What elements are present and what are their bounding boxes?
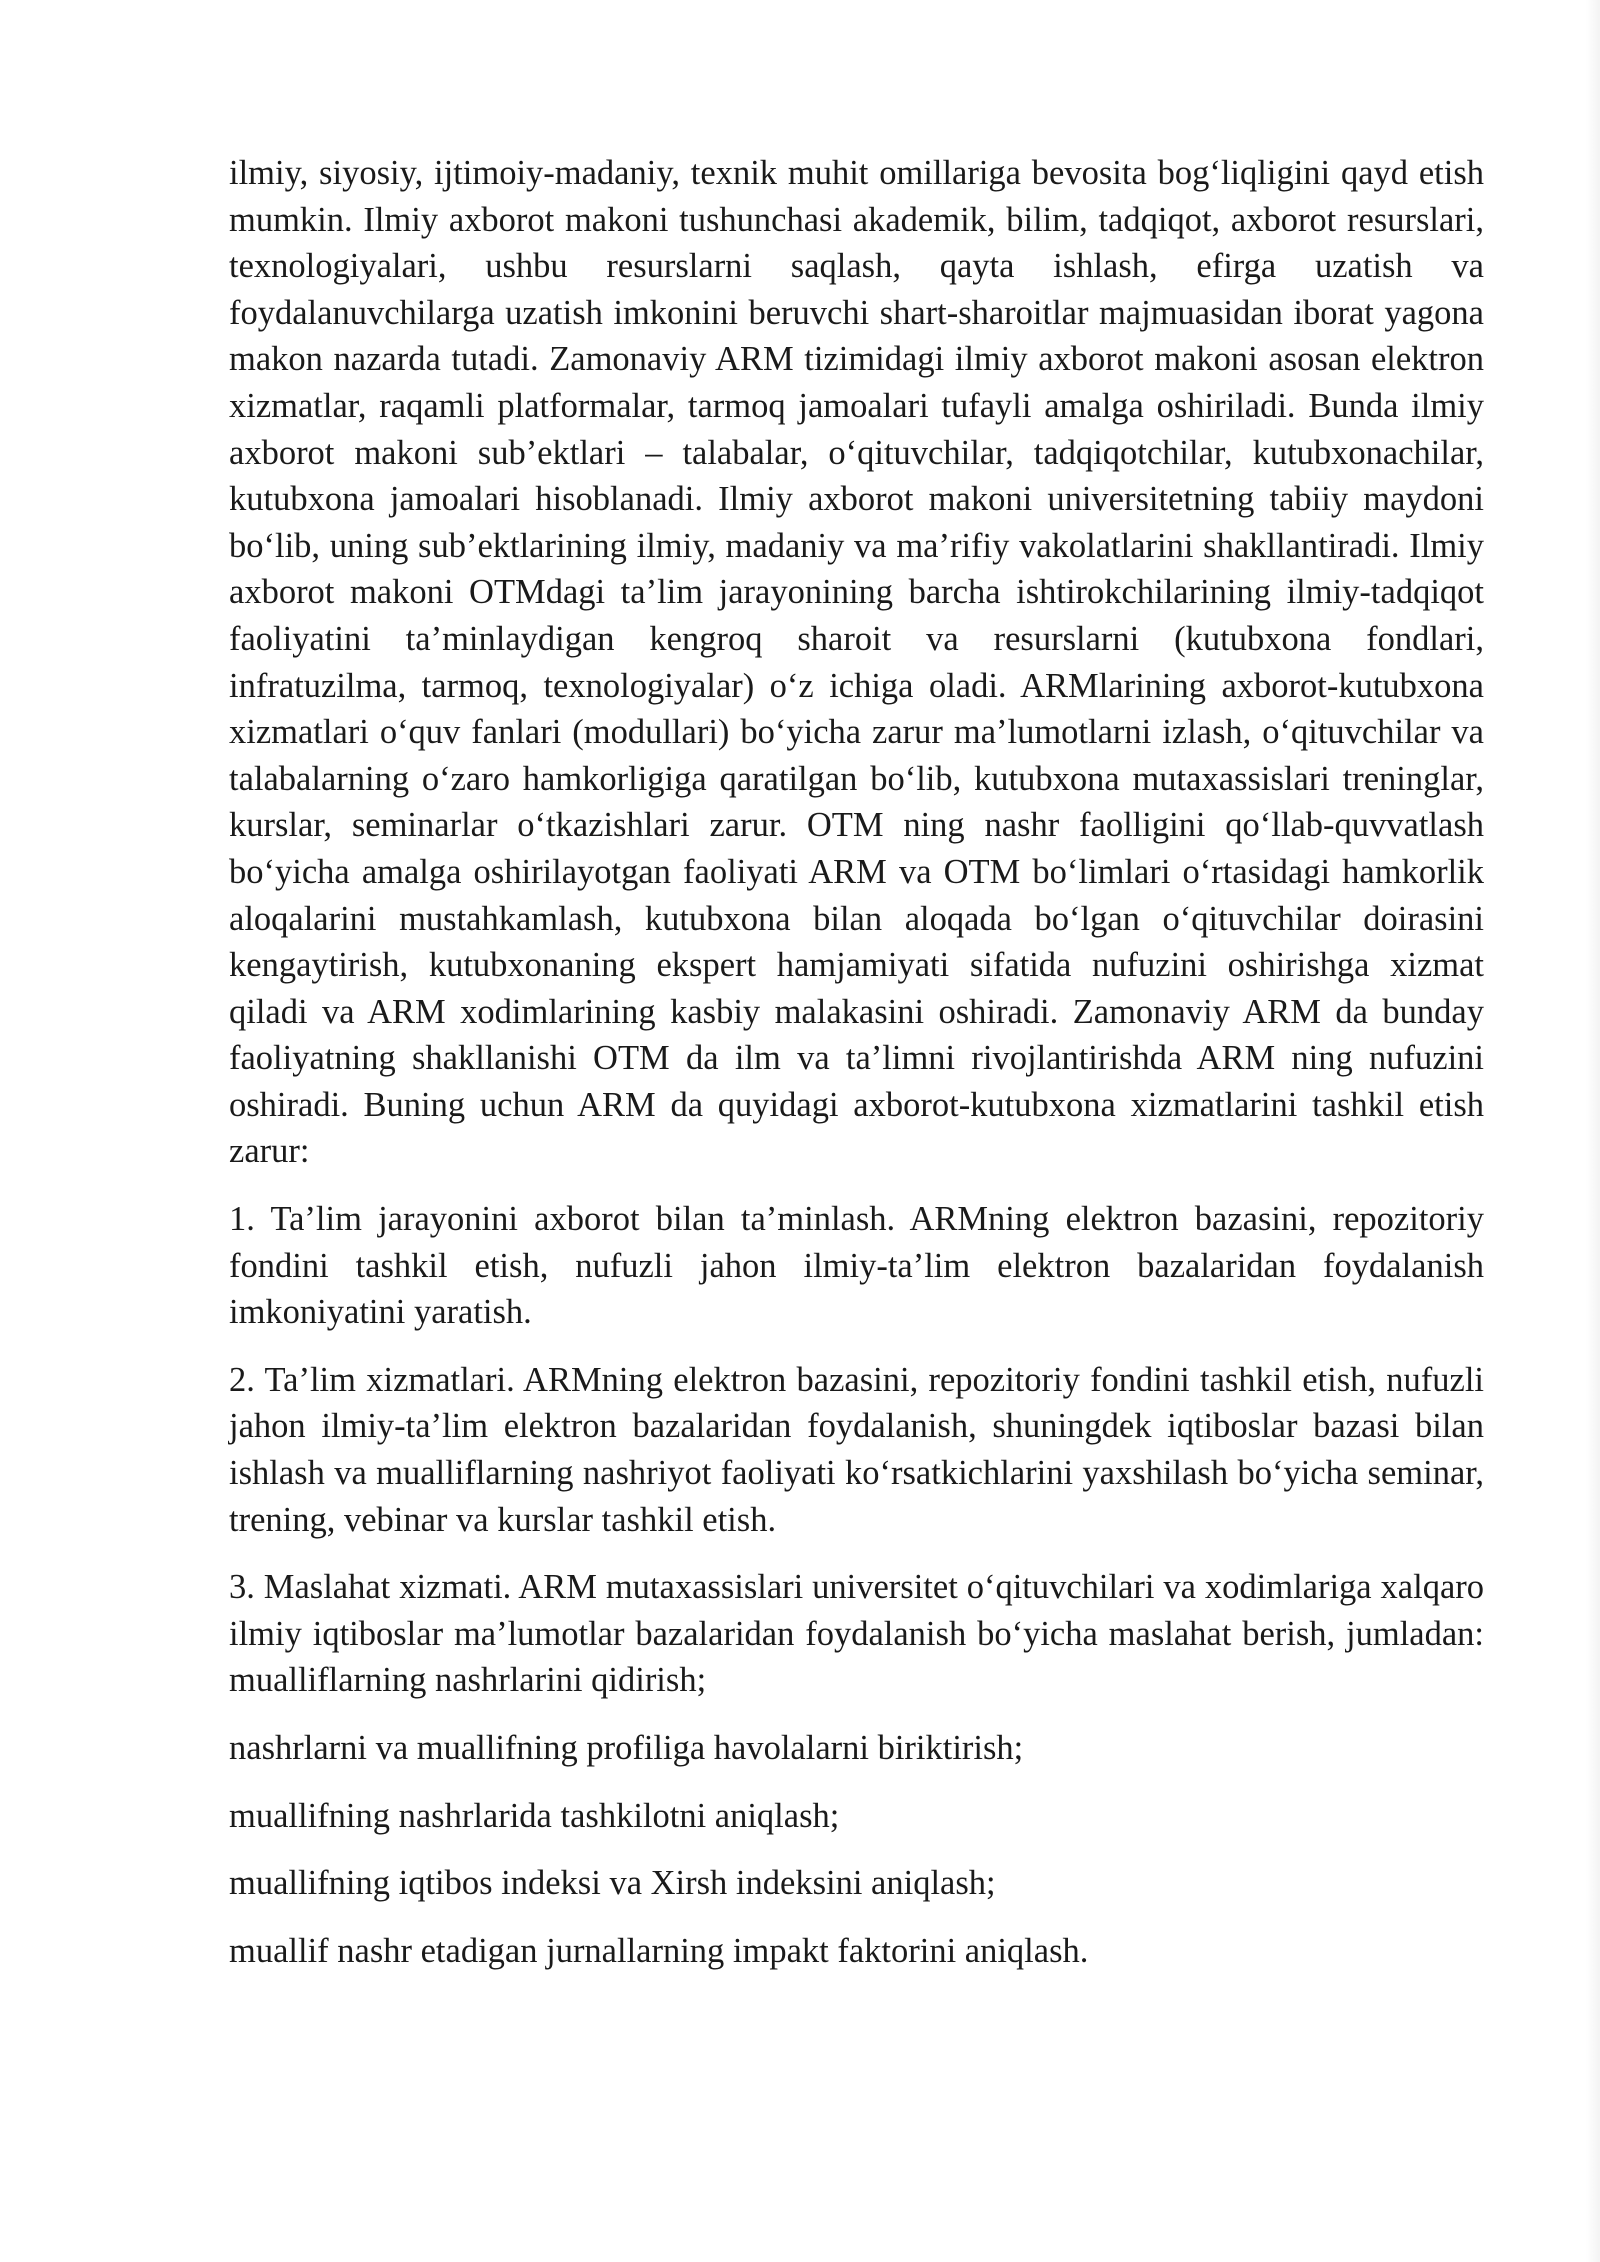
- paragraph-item-1: 1. Ta’lim jarayonini axborot bilan ta’minlash. ARMning elektron bazasini, repozitoriy fondini tashkil etish, nufuzli jahon ilmiy-ta’lim elektron bazalaridan foydalanish imkoniyatini yaratish.: [229, 1200, 1484, 1332]
- paragraph-item-3: 3. Maslahat xizmati. ARM mutaxassislari universitet o‘qituvchilari va xodimlariga xalqaro ilmiy iqtiboslar ma’lumotlar bazalaridan foydalanish bo‘yicha maslahat berish, jumladan: mualliflarning nashrlarini qidirish;: [229, 1568, 1484, 1700]
- document-body: [229, 150, 1484, 1974]
- list-line-impact-factor: muallif nashr etadigan jurnallarning impakt faktorini aniqlash.: [229, 1931, 1089, 1970]
- list-line-profile-links: nashrlarni va muallifning profiliga havolalarni biriktirish;: [229, 1729, 1024, 1767]
- paragraph-main: ilmiy, siyosiy, ijtimoiy-madaniy, texnik muhit omillariga bevosita bog‘liqligini qayd etish mumkin. Ilmiy axborot makoni tushunchasi akademik, bilim, tadqiqot, axborot resurslari, texnologiyalari, ushbu resurslarni saqlash, qayta ishlash, efirga uzatish va foydalanuvchilarga uzatish imkonini beruvchi shart-sharoitlar majmuasidan iborat yagona makon nazarda tutadi. Zamonaviy ARM tizimidagi ilmiy axborot makoni asosan elektron xizmatlar, raqamli platformalar, tarmoq jamoalari tufayli amalga oshiriladi. Bunda ilmiy axborot makoni sub’ektlari – talabalar, o‘qituvchilar, tadqiqotchilar, kutubxonachilar, kutubxona jamoalari hisoblanadi. Ilmiy axborot makoni universitetning tabiiy maydoni bo‘lib, uning sub’ektlarining ilmiy, madaniy va ma’rifiy vakolatlarini shakllantiradi. Ilmiy axborot makoni OTMdagi ta’lim jarayonining barcha ishtirokchilarining ilmiy-tadqiqot faoliyatini ta’minlaydigan kengroq sharoit va resurslarni (kutubxona fondlari, infratuzilma, tarmoq, texnologiyalar) o‘z ichiga oladi. ARMlarining axborot-kutubxona xizmatlari o‘quv fanlari (modullari) bo‘yicha zarur ma’lumotlarni izlash, o‘qituvchilar va talabalarning o‘zaro hamkorligiga qaratilgan bo‘lib, kutubxona mutaxassislari treninglar, kurslar, seminarlar o‘tkazishlari zarur. OTM ning nashr faolligini qo‘llab-quvvatlash bo‘yicha amalga oshirilayotgan faoliyati ARM va OTM bo‘limlari o‘rtasidagi hamkorlik aloqalarini mustahkamlash, kutubxona bilan aloqada bo‘lgan o‘qituvchilar doirasini kengaytirish, kutubxonaning ekspert hamjamiyati sifatida nufuzini oshirishga xizmat qiladi va ARM xodimlarining kasbiy malakasini oshiradi. Zamonaviy ARM da bunday faoliyatning shakllanishi OTM da ilm va ta’limni rivojlantirishda ARM ning nufuzini oshiradi. Buning uchun ARM da quyidagi axborot-kutubxona xizmatlarini tashkil etish zarur:: [229, 154, 1484, 1171]
- list-line-citation-index: muallifning iqtibos indeksi va Xirsh indeksini aniqlash;: [229, 1864, 996, 1903]
- paragraph-item-2: 2. Ta’lim xizmatlari. ARMning elektron bazasini, repozitoriy fondini tashkil etish, nufuzli jahon ilmiy-ta’lim elektron bazalaridan foydalanish, shuningdek iqtiboslar bazasi bilan ishlash va mualliflarning nashriyot faoliyati ko‘rsatkichlarini yaxshilash bo‘yicha seminar, trening, vebinar va kurslar tashkil etish.: [229, 1360, 1484, 1539]
- list-line-organization: muallifning nashrlarida tashkilotni aniqlash;: [229, 1796, 840, 1835]
- page-edge-shadow: [1586, 0, 1600, 2262]
